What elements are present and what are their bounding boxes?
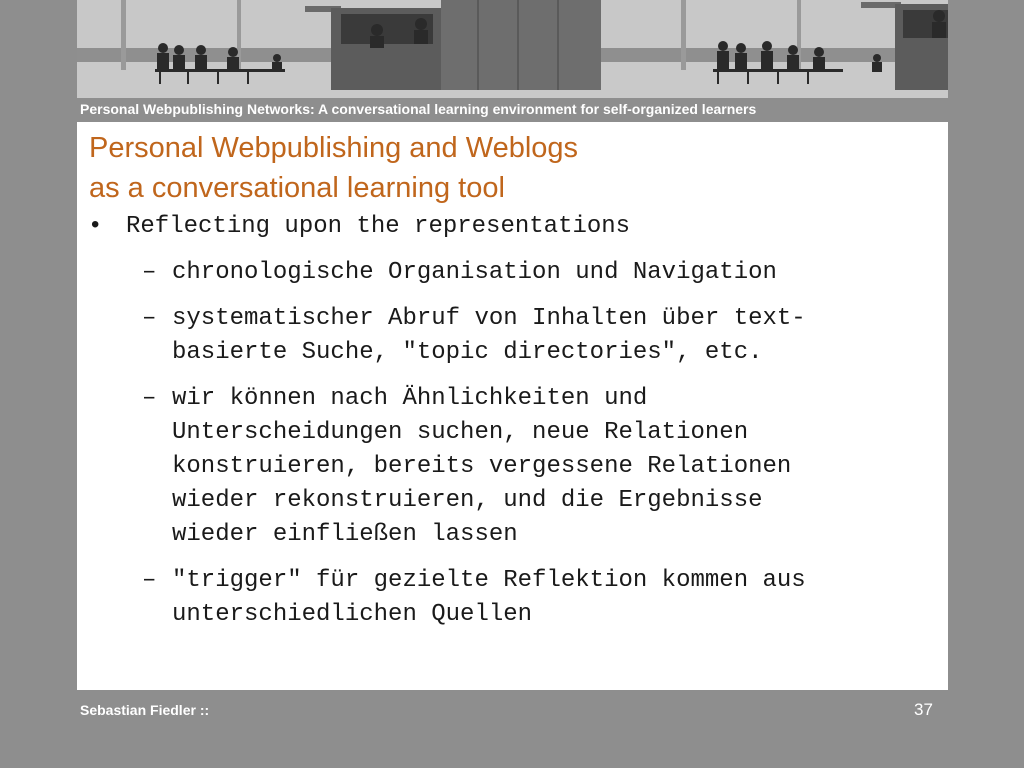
bullet-icon: • <box>88 213 103 240</box>
footer-author: Sebastian Fiedler :: <box>80 702 210 718</box>
dash-icon: – <box>142 567 157 594</box>
sub-item-3-line-5: wieder einfließen lassen <box>172 521 518 548</box>
sub-item-3-line-2: Unterscheidungen suchen, neue Relationen <box>172 419 749 446</box>
sub-item-2-line-1: systematischer Abruf von Inhalten über text- <box>172 305 806 332</box>
sub-item-1-line-1: chronologische Organisation und Navigation <box>172 259 777 286</box>
sub-item-3-line-4: wieder rekonstruieren, und die Ergebnisse <box>172 487 763 514</box>
slide-title-line-1: Personal Webpublishing and Weblogs <box>89 132 579 164</box>
sub-item-4-line-1: "trigger" für gezielte Reflektion kommen aus <box>172 567 806 594</box>
page-number: 37 <box>914 700 933 719</box>
header-photo-beach-cafe <box>77 0 948 98</box>
dash-icon: – <box>142 259 157 286</box>
dash-icon: – <box>142 385 157 412</box>
sub-item-2-line-2: basierte Suche, "topic directories", etc. <box>172 339 763 366</box>
presentation-title: Personal Webpublishing Networks: A conversational learning environment for self-organized learners <box>80 101 757 117</box>
sub-item-3-line-3: konstruieren, bereits vergessene Relationen <box>172 453 792 480</box>
slide-title <box>89 128 578 208</box>
sub-item-4-line-2: unterschiedlichen Quellen <box>172 601 533 628</box>
slide-title-line-2: as a conversational learning tool <box>89 172 505 204</box>
dash-icon: – <box>142 305 157 332</box>
bullet-text: Reflecting upon the representations <box>126 213 631 240</box>
sub-item-3-line-1: wir können nach Ähnlichkeiten und <box>172 385 648 412</box>
